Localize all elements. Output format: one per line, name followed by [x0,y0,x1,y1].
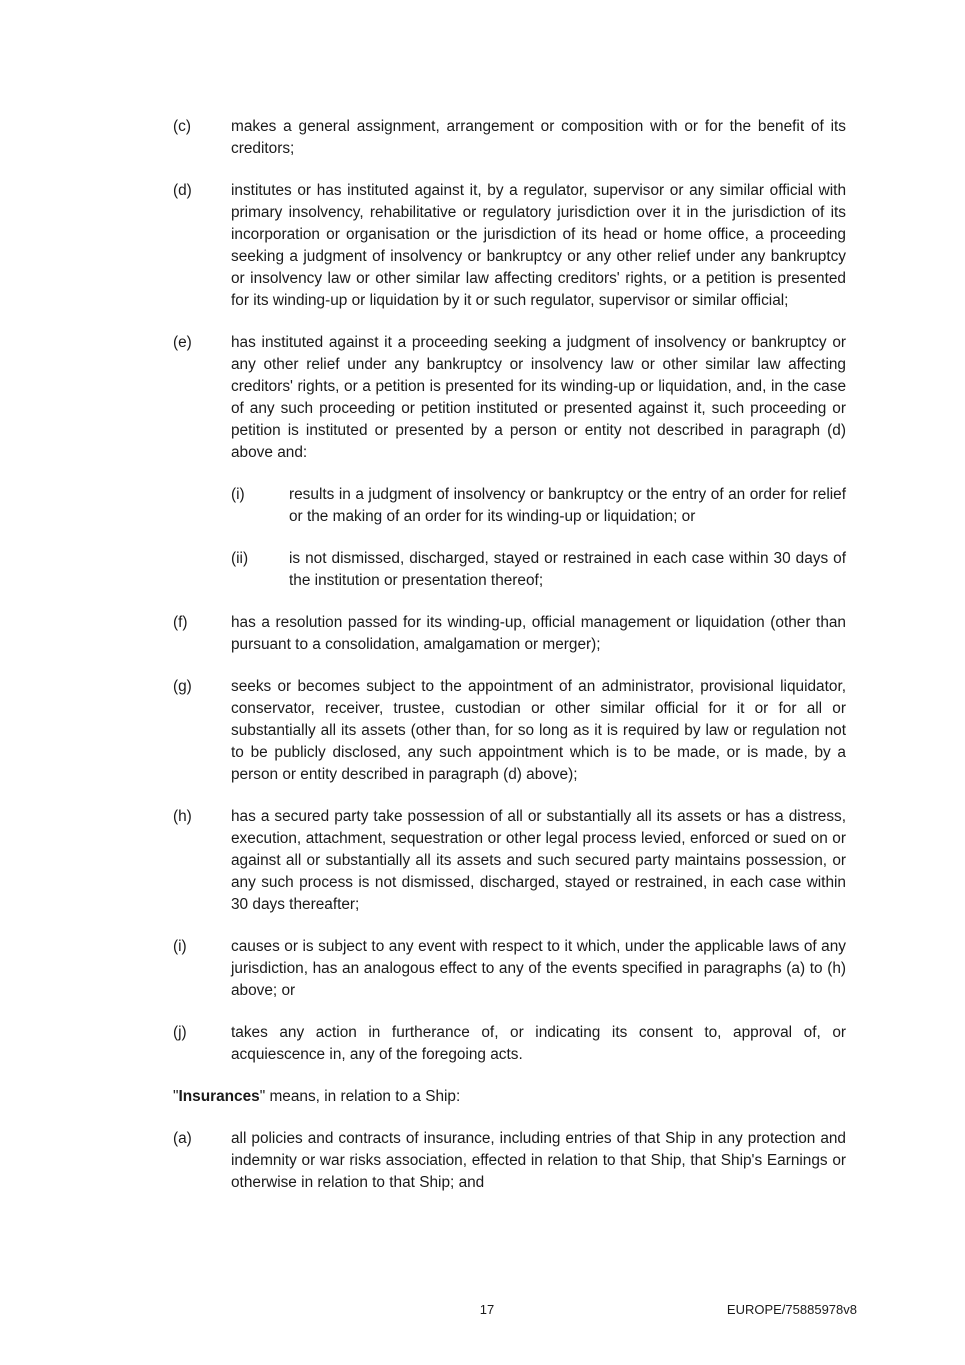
sublist-item-i [231,484,846,528]
item-text: takes any action in furtherance of, or indicating its consent to, approval of, or acquiescence in, any of the foregoing acts. [231,1024,846,1063]
item-label: (i) [173,938,187,955]
subitem-text: results in a judgment of insolvency or bankruptcy or the entry of an order for relief or the making of an order for its winding-up or liquidation; or [289,486,846,525]
sublist-e [231,484,846,592]
list-item-h [173,806,846,916]
subitem-label: (ii) [231,550,249,567]
list-item-g [173,676,846,786]
item-text: all policies and contracts of insurance, including entries of that Ship in any protection and indemnity or war risks association, effected in relation to that Ship, that Ship's Earnings or otherwise in relation to that Ship; and [231,1130,846,1191]
document-body [173,116,846,1214]
defined-term: Insurances [178,1088,260,1105]
insurances-item-a [173,1128,846,1194]
definition-open-quote: " [173,1088,179,1105]
definition-insurances [173,1086,846,1108]
item-label: (a) [173,1130,192,1147]
item-text: makes a general assignment, arrangement or composition with or for the benefit of its creditors; [231,118,846,157]
item-text: has instituted against it a proceeding seeking a judgment of insolvency or bankruptcy or any other relief under any bankruptcy or insolvency law or other similar law affecting creditors' rights, or a petition is presented for its winding-up or liquidation, and, in the case of any such proceeding or petition instituted or presented against it, such proceeding or petition is instituted or presented by a person or entity not described in paragraph (d) above and: [231,334,846,461]
item-text: institutes or has instituted against it, by a regulator, supervisor or any similar official with primary insolvency, rehabilitative or regulatory jurisdiction over it in the jurisdiction of its incorporation or organisation or the jurisdiction of its head or home office, a proceeding seeking a judgment of insolvency or bankruptcy or any other relief under any bankruptcy or insolvency law or other similar law affecting creditors' rights, or a petition is presented for its winding-up or liquidation by it or such regulator, supervisor or similar official; [231,182,846,309]
item-label: (d) [173,182,192,199]
item-text: has a secured party take possession of all or substantially all its assets or has a distress, execution, attachment, sequestration or other legal process levied, enforced or sued on or against all or substantially all its assets and such secured party maintains possession, or any such process is not dismissed, discharged, stayed or restrained, in each case within 30 days thereafter; [231,808,846,913]
item-label: (c) [173,118,191,135]
item-label: (j) [173,1024,187,1041]
item-label: (g) [173,678,192,695]
item-label: (f) [173,614,188,631]
document-reference: EUROPE/75885978v8 [726,1302,857,1317]
item-text: seeks or becomes subject to the appointment of an administrator, provisional liquidator, conservator, receiver, trustee, custodian or other similar official for it or for all or substantially all its assets (other than, for so long as it is required by law or regulation not to be publicly disclosed, any such appointment which is to be made, or is made, by a person or entity described in paragraph (d) above); [231,678,846,783]
list-item-c [173,116,846,160]
definition-rest: " means, in relation to a Ship: [259,1088,461,1105]
item-label: (e) [173,334,192,351]
page-number: 17 [479,1302,495,1317]
list-item-e [173,332,846,464]
item-text: has a resolution passed for its winding-up, official management or liquidation (other than pursuant to a consolidation, amalgamation or merger); [231,614,846,653]
subitem-text: is not dismissed, discharged, stayed or restrained in each case within 30 days of the institution or presentation thereof; [289,550,846,589]
list-item-d [173,180,846,312]
item-label: (h) [173,808,192,825]
subitem-label: (i) [231,486,245,503]
list-item-f [173,612,846,656]
sublist-item-ii [231,548,846,592]
list-item-j [173,1022,846,1066]
item-text: causes or is subject to any event with respect to it which, under the applicable laws of any jurisdiction, has an analogous effect to any of the events specified in paragraphs (a) to (h) above; or [231,938,846,999]
list-item-i [173,936,846,1002]
